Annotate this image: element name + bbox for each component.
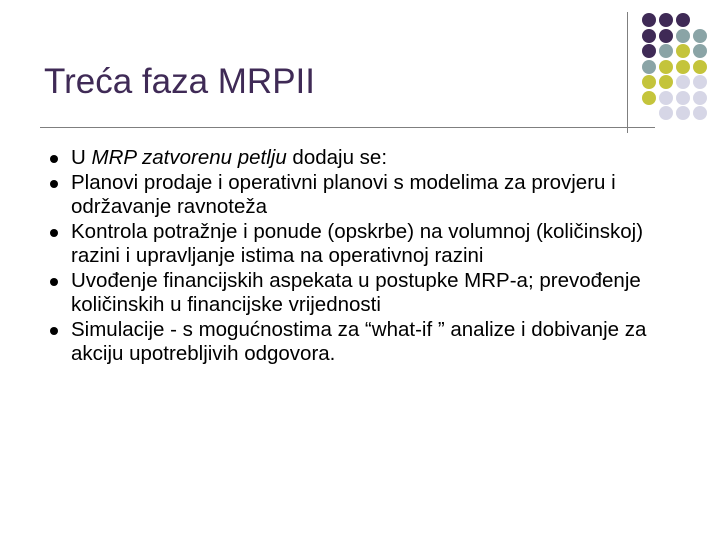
decorative-dot: [659, 44, 673, 58]
bullet-text-italic: MRP zatvorenu petlju: [91, 146, 287, 169]
bullet-item: [48, 318, 688, 367]
bullet-icon: [50, 229, 58, 237]
decorative-dot: [659, 106, 673, 120]
decorative-dot: [676, 29, 690, 43]
bullet-item: [48, 220, 688, 269]
decorative-dot: [659, 29, 673, 43]
decorative-dot: [642, 29, 656, 43]
decorative-dot: [693, 91, 707, 105]
decorative-dot: [642, 75, 656, 89]
vertical-divider: [627, 12, 628, 133]
decorative-dot: [642, 44, 656, 58]
decorative-dot: [659, 13, 673, 27]
decorative-dot: [693, 44, 707, 58]
bullet-icon: [50, 155, 58, 163]
decorative-dot: [676, 13, 690, 27]
bullet-item: [48, 171, 688, 220]
bullet-icon: [50, 327, 58, 335]
decorative-dot: [659, 91, 673, 105]
decorative-dot: [676, 75, 690, 89]
decorative-dot: [693, 106, 707, 120]
decorative-dot: [659, 75, 673, 89]
bullet-text-suffix: dodaju se:: [286, 146, 388, 169]
decorative-dot: [693, 60, 707, 74]
decorative-dot: [693, 29, 707, 43]
bullet-list: [48, 146, 688, 367]
decorative-dot-grid: [642, 13, 714, 121]
decorative-dot: [693, 75, 707, 89]
decorative-dot: [676, 106, 690, 120]
decorative-dot: [642, 13, 656, 27]
decorative-dot: [642, 91, 656, 105]
decorative-dot: [676, 91, 690, 105]
bullet-text: Uvođenje financijskih aspekata u postupke MRP-a; prevođenje količinskih u financijske vrijednosti: [71, 268, 641, 316]
bullet-item: [48, 146, 688, 171]
decorative-dot: [642, 60, 656, 74]
bullet-text: Planovi prodaje i operativni planovi s modelima za provjeru i održavanje ravnoteža: [71, 170, 616, 218]
bullet-icon: [50, 180, 58, 188]
bullet-text: Kontrola potražnje i ponude (opskrbe) na volumnoj (količinskoj) razini i upravljanje istima na operativnoj razini: [71, 219, 644, 267]
title-divider: [40, 127, 655, 128]
slide-title: Treća faza MRPII: [44, 62, 315, 101]
bullet-text: Simulacije - s mogućnostima za “what-if ” analize i dobivanje za akciju upotrebljivih odgovora.: [71, 317, 647, 365]
decorative-dot: [659, 60, 673, 74]
bullet-item: [48, 269, 688, 318]
decorative-dot: [676, 44, 690, 58]
decorative-dot: [676, 60, 690, 74]
bullet-text-prefix: U: [71, 146, 92, 169]
bullet-icon: [50, 278, 58, 286]
